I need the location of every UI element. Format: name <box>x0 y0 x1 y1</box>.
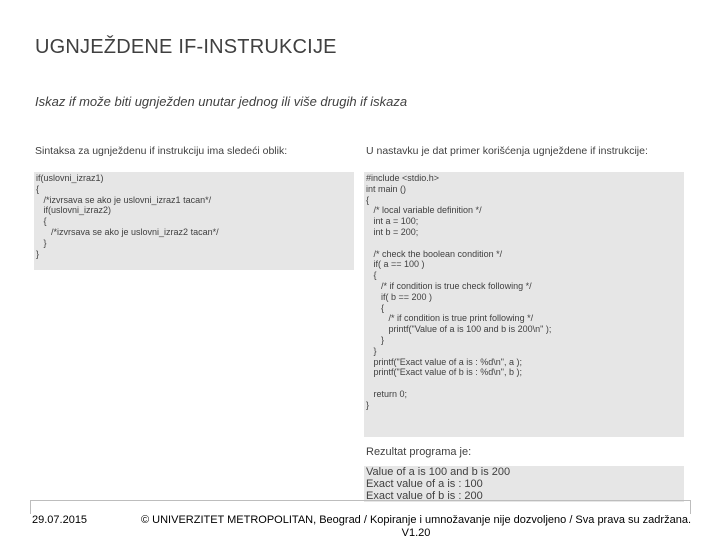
slide-subtitle: Iskaz if može biti ugnježden unutar jednog ili više drugih if iskaza <box>35 94 408 109</box>
code-line: /*izvrsava se ako je uslovni_izraz2 tacan*/ <box>36 226 219 237</box>
code-line: if( b == 200 ) <box>366 291 433 302</box>
footer <box>0 500 720 540</box>
code-line: printf("Value of a is 100 and b is 200\n" ); <box>366 324 552 335</box>
code-line: /* if condition is true print following */ <box>366 313 534 324</box>
code-line: /* if condition is true check following */ <box>366 280 532 291</box>
code-line: { <box>366 194 370 205</box>
code-line: int main () <box>366 183 407 194</box>
code-line: if( a == 100 ) <box>366 259 425 270</box>
code-line: } <box>366 399 370 410</box>
code-line: { <box>36 183 40 194</box>
result-heading: Rezultat programa je: <box>366 446 472 458</box>
syntax-code-block <box>34 172 354 270</box>
code-line: printf("Exact value of b is : %d\n", b ); <box>366 367 522 378</box>
syntax-heading: Sintaksa za ugnježdenu if instrukciju ima sledeći oblik: <box>35 145 288 157</box>
code-line: } <box>366 345 377 356</box>
result-output-block <box>364 466 684 502</box>
example-heading: U nastavku je dat primer korišćenja ugnježdene if instrukcije: <box>366 145 648 157</box>
output-line: Value of a is 100 and b is 200 <box>366 466 511 478</box>
code-line <box>366 238 682 249</box>
footer-date: 29.07.2015 <box>32 514 88 526</box>
code-line: if(uslovni_izraz2) <box>36 205 112 216</box>
slide-title: UGNJEŽDENE IF-INSTRUKCIJE <box>35 36 337 58</box>
code-line: int a = 100; <box>366 216 419 227</box>
code-line: if(uslovni_izraz1) <box>36 173 104 183</box>
footer-copyright: © UNIVERZITET METROPOLITAN, Beograd / Kopiranje i umnožavanje nije dozvoljeno / Sva prava su zadržana. V1.20 <box>141 514 691 539</box>
code-line: printf("Exact value of a is : %d\n", a ); <box>366 356 522 367</box>
output-line: Exact value of b is : 200 <box>366 490 483 502</box>
output-line: Exact value of a is : 100 <box>366 478 483 490</box>
code-line: /* check the boolean condition */ <box>366 248 503 259</box>
code-line: int b = 200; <box>366 226 419 237</box>
code-line: { <box>366 302 385 313</box>
code-line: } <box>36 237 47 248</box>
code-line: /*izvrsava se ako je uslovni_izraz1 tacan*/ <box>36 194 212 205</box>
footer-divider-right-tick <box>690 500 691 514</box>
code-line: return 0; <box>366 388 408 399</box>
code-line: } <box>36 248 40 259</box>
code-line: /* local variable definition */ <box>366 205 482 216</box>
code-line: { <box>36 216 47 227</box>
example-code-block <box>364 172 684 437</box>
code-line <box>366 378 682 389</box>
code-line: } <box>366 334 385 345</box>
footer-divider <box>30 500 690 501</box>
code-line: #include <stdio.h> <box>366 173 440 183</box>
code-line: { <box>366 270 377 281</box>
footer-divider-left-tick <box>30 500 31 514</box>
